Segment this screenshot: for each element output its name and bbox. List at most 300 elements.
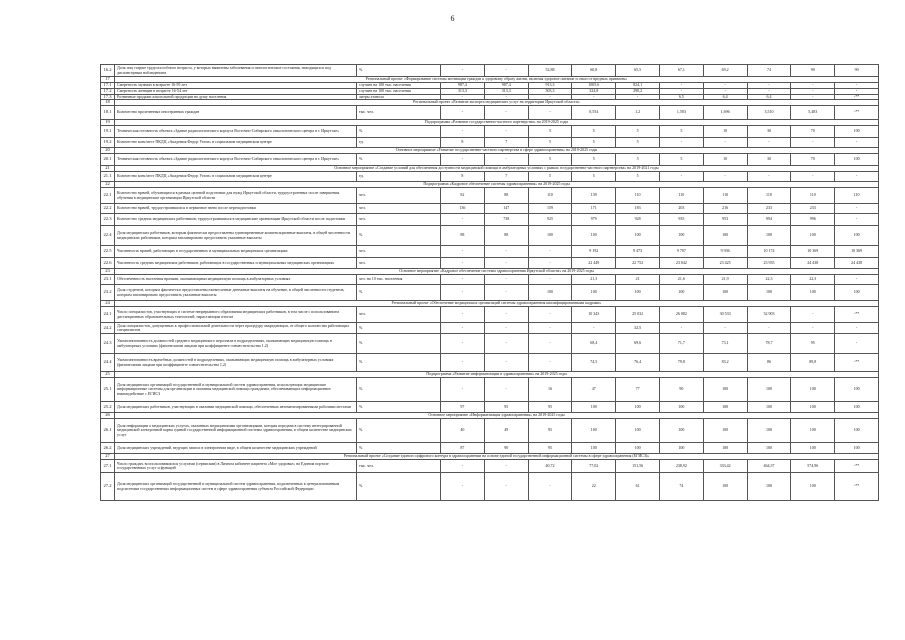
indicator-value: 290,2 — [616, 88, 660, 94]
indicator-value: 183 — [616, 204, 660, 214]
indicator-value: 100 — [616, 402, 660, 413]
indicator-value: - — [835, 275, 879, 285]
section-index: 25 — [101, 372, 115, 378]
indicator-value: 100 — [703, 285, 747, 301]
page-number: 6 — [450, 14, 455, 23]
indicator-value: 110 — [703, 188, 747, 204]
indicator-value: 100 — [616, 285, 660, 301]
indicator-name: Доля медицинских работников, которым фактически предоставлены единовременные компенсационные выплаты, в общей численности медицинских работников, которым запланировано предоставить указанные выплаты — [115, 226, 357, 246]
indicator-name: Смертность женщин в возрасте 16-54 лет — [115, 88, 357, 94]
indicator-value: 5 — [528, 172, 572, 182]
indicator-value: 110 — [659, 188, 703, 204]
indicator-value: 69,2 — [703, 65, 747, 77]
indicator-value: - — [659, 138, 703, 148]
indicator-index: 24.2 — [101, 323, 115, 334]
indicator-value: - — [572, 94, 616, 100]
indicator-value: 100 — [835, 226, 879, 246]
indicator-value: - — [484, 460, 528, 473]
indicator-value: 324,8 — [572, 88, 616, 94]
indicator-value: 16 — [528, 378, 572, 402]
indicator-value: 1,583 — [659, 106, 703, 120]
indicator-value: 30 — [747, 154, 791, 166]
indicator-value: 74 — [747, 65, 791, 77]
indicator-value: 100 — [791, 285, 835, 301]
indicator-value: - — [484, 285, 528, 301]
indicator-value: 82 — [441, 188, 485, 204]
indicator-name: Доля медицинских организаций государственной и муниципальной систем здравоохранения, использующих медицинские информационные системы для организации и оказания медицинской помощи гражданам, обеспечивающих информационное взаимодействие с ЕГИСЗ — [115, 378, 357, 402]
indicator-index: 22.4 — [101, 226, 115, 246]
indicator-name: Техническая готовность объекта «Здание радиологического корпуса Восточно-Сибирского онкологического центра в г. Иркутске» — [115, 154, 357, 166]
indicator-value: - — [835, 214, 879, 226]
indicator-index: 22.5 — [101, 246, 115, 258]
indicator-unit: тыс. чел. — [357, 460, 441, 473]
indicator-value: - — [484, 154, 528, 166]
indicator-value: 100 — [835, 285, 879, 301]
indicator-unit: случаев на 100 тыс. населения — [357, 88, 441, 94]
indicator-value: - — [835, 83, 879, 89]
indicator-value: - — [528, 354, 572, 372]
indicator-value: 1,2 — [616, 106, 660, 120]
indicator-value: - — [441, 106, 485, 120]
indicator-value: 5 — [528, 126, 572, 138]
indicator-value: 100 — [659, 419, 703, 443]
table-row — [101, 214, 879, 226]
indicator-value: 74,5 — [572, 354, 616, 372]
indicator-value: 5 — [616, 154, 660, 166]
indicator-name: Смертность мужчин в возрасте 16-59 лет — [115, 83, 357, 89]
indicator-value: 77 — [616, 378, 660, 402]
indicator-value: 22,3 — [791, 275, 835, 285]
indicator-value: 5 — [616, 138, 660, 148]
indicator-value: 824,1 — [616, 83, 660, 89]
indicator-value: 70 — [791, 154, 835, 166]
indicator-value: 100 — [572, 402, 616, 413]
indicator-value: 8 — [441, 172, 485, 182]
indicator-value: 49 — [484, 419, 528, 443]
indicator-value: 100 — [791, 226, 835, 246]
indicator-value: 21 — [616, 275, 660, 285]
indicator-value: 100 — [659, 402, 703, 413]
indicator-index: 26.2 — [101, 443, 115, 454]
section-index: 19 — [101, 120, 115, 126]
indicator-value: 5 — [659, 126, 703, 138]
indicator-index: 19.1 — [101, 126, 115, 138]
indicator-value: - — [835, 334, 879, 354]
indicator-value: 738 — [484, 214, 528, 226]
indicator-value: 22,3 — [747, 275, 791, 285]
indicator-name: Доля студентов, которым фактически предоставлены ежемесячные денежные выплаты на обучение, в общей численности студентов, которым запланировано предоставить указанные выплаты — [115, 285, 357, 301]
indicator-unit: % — [357, 402, 441, 413]
indicator-unit: % — [357, 323, 441, 334]
section-title: Региональный проект «Создание единого цифрового контура в здравоохранении на основе единой государственной информационной системы в сфере здравоохранения (ЕГИСЗ)» — [115, 454, 879, 460]
indicator-value: 21,3 — [572, 275, 616, 285]
indicator-value: - — [484, 354, 528, 372]
indicator-value: 60,8 — [572, 65, 616, 77]
indicator-value: - — [441, 214, 485, 226]
indicator-value: - — [835, 138, 879, 148]
indicator-value: 100 — [659, 226, 703, 246]
indicator-value: - — [484, 246, 528, 258]
indicator-name: Укомплектованность должностей среднего медицинского персонала в подразделениях, оказывающих медицинскую помощь в амбулаторных условиях (физическими лицами при коэффициенте совместительства 1,2) — [115, 334, 357, 354]
table-row — [101, 226, 879, 246]
indicator-value: 233 — [791, 204, 835, 214]
indicator-value: 67,1 — [659, 65, 703, 77]
section-index: 27 — [101, 454, 115, 460]
indicator-value: 994 — [747, 214, 791, 226]
table-row — [101, 378, 879, 402]
indicator-value: 100 — [703, 378, 747, 402]
indicator-value: 100 — [747, 378, 791, 402]
indicator-unit: случаев на 100 тыс. населения — [357, 83, 441, 89]
indicator-value: 139 — [572, 188, 616, 204]
indicator-value: 100 — [791, 402, 835, 413]
indicator-value: 5 — [572, 138, 616, 148]
indicator-value: - — [659, 323, 703, 334]
table-row — [101, 307, 879, 323]
indicator-name: Количество коек/мест ПКДЦ «Академия Федор Углов» в социальном медицинском центре — [115, 172, 357, 182]
indicator-name: Количество средних медицинских работников, трудоустроившихся в медицинские организации Иркутской области после подготовки — [115, 214, 357, 226]
indicator-value: 10 369 — [791, 246, 835, 258]
indicators-table-body — [101, 65, 879, 501]
indicator-unit: ед. — [357, 172, 441, 182]
indicator-value: 23 425 — [703, 258, 747, 269]
indicator-value: - — [528, 334, 572, 354]
indicator-value: 73,1 — [703, 334, 747, 354]
table-row — [101, 354, 879, 372]
indicator-value: 100 — [659, 443, 703, 454]
indicator-value: 3,510 — [747, 106, 791, 120]
section-index: 17 — [101, 77, 115, 83]
indicator-value: 100 — [572, 419, 616, 443]
table-row — [101, 154, 879, 166]
section-index: 23 — [101, 269, 115, 275]
indicator-value: 100 — [835, 443, 879, 454]
indicator-value: 40,72 — [528, 460, 572, 473]
indicator-name: Розничные продажи алкогольной продукции на душу населения — [115, 94, 357, 100]
indicator-value: 100 — [703, 419, 747, 443]
section-title: Подпрограмма «Развитие информатизации в здравоохранении» на 2019-2025 годы — [115, 372, 879, 378]
indicator-unit: чел. — [357, 204, 441, 214]
indicator-value: 136 — [441, 204, 485, 214]
indicator-value: 88 — [484, 188, 528, 204]
indicator-value: 100 — [791, 378, 835, 402]
indicator-value: - — [791, 172, 835, 182]
indicator-value: 100 — [528, 226, 572, 246]
indicator-value: - — [703, 172, 747, 182]
table-row — [101, 172, 879, 182]
indicator-value: -** — [835, 94, 879, 100]
indicator-value: - — [747, 88, 791, 94]
indicator-index: 22.3 — [101, 214, 115, 226]
indicator-value: - — [747, 172, 791, 182]
indicator-value: - — [791, 323, 835, 334]
indicator-value: 10 369 — [835, 246, 879, 258]
indicator-value: 233 — [747, 204, 791, 214]
indicator-index: 19.2 — [101, 138, 115, 148]
indicator-value: - — [528, 323, 572, 334]
indicator-value: 171 — [572, 204, 616, 214]
indicator-value: - — [528, 106, 572, 120]
indicator-value: - — [441, 323, 485, 334]
indicator-value: 69,6 — [616, 334, 660, 354]
table-row — [101, 323, 879, 334]
indicator-value: - — [441, 285, 485, 301]
indicator-name: Укомплектованность врачебных должностей в подразделениях, оказывающих медицинскую помощь в амбулаторных условиях (физическими лицами при коэффициенте совместительства 1,2) — [115, 354, 357, 372]
section-title: Подпрограмма «Кадровое обеспечение системы здравоохранения» на 2019-2025 годы — [115, 182, 879, 188]
indicator-value: - — [484, 307, 528, 323]
indicator-value: 100 — [747, 402, 791, 413]
indicators-table — [100, 64, 879, 501]
indicator-value: 5 — [659, 154, 703, 166]
indicator-value: -** — [835, 473, 879, 501]
indicator-value: - — [835, 323, 879, 334]
indicator-unit: % — [357, 443, 441, 454]
indicator-unit: чел. — [357, 188, 441, 204]
indicator-value: 95 — [528, 419, 572, 443]
indicator-value: 10 343 — [572, 307, 616, 323]
section-index: 26 — [101, 413, 115, 419]
indicator-value: 928 — [616, 214, 660, 226]
indicator-value: 21,9 — [703, 275, 747, 285]
indicator-name: Количество врачей, обучающихся в рамках целевой подготовки для нужд Иркутской области, трудоустроенных после завершения обучения в медицинские организации Иркутской области — [115, 188, 357, 204]
indicator-value: 151,56 — [616, 460, 660, 473]
table-row — [101, 204, 879, 214]
indicator-value: 5 — [572, 126, 616, 138]
indicator-value: -** — [835, 106, 879, 120]
indicator-index: 25.1 — [101, 378, 115, 402]
indicator-value: 996 — [791, 214, 835, 226]
indicator-value: 70 — [791, 126, 835, 138]
indicator-value: 100 — [791, 473, 835, 501]
indicator-value: 5 — [528, 138, 572, 148]
indicator-value: 23 935 — [747, 258, 791, 269]
indicator-value: 216 — [703, 204, 747, 214]
indicator-value: 30 — [747, 126, 791, 138]
indicator-value: - — [835, 204, 879, 214]
indicator-value: 10 — [703, 126, 747, 138]
indicator-value: 100 — [616, 226, 660, 246]
indicator-index: 24.3 — [101, 334, 115, 354]
indicator-value: 24 438 — [835, 258, 879, 269]
indicator-name: Численность врачей, работающих в государственных и муниципальных медицинских организациях — [115, 246, 357, 258]
indicator-value: 313,3 — [441, 88, 485, 94]
indicator-value: - — [572, 323, 616, 334]
indicator-unit: % — [357, 285, 441, 301]
indicator-name: Доля медицинских работников, участвующих в оказании медицинской помощи, обеспеченных автоматизированными рабочими местами — [115, 402, 357, 413]
indicator-value: 86 — [747, 354, 791, 372]
indicator-value: 22 449 — [572, 258, 616, 269]
section-title: Основное мероприятие «Кадровое обеспечение системы здравоохранения Иркутской области» на 2019-2025 годы — [115, 269, 879, 275]
indicator-value: 32,5 — [616, 323, 660, 334]
indicator-name: Число граждан, воспользовавшихся услугами (сервисами) в Личном кабинете пациента «Мое здоровье» на Едином портале государственных услуг и функций — [115, 460, 357, 473]
table-row — [101, 285, 879, 301]
indicator-value: 9 192 — [572, 246, 616, 258]
indicator-value: - — [441, 94, 485, 100]
indicator-value: 5 — [616, 126, 660, 138]
indicator-index: 23.2 — [101, 285, 115, 301]
indicator-value: - — [484, 258, 528, 269]
section-title: Региональный проект «Развитие экспорта медицинских услуг на территории Иркутской области» — [115, 100, 879, 106]
indicator-value: - — [747, 138, 791, 148]
indicator-value: - — [484, 378, 528, 402]
indicator-name: Доля медицинских организаций государственной и муниципальной систем здравоохранения, подключенных к централизованным подсистемам государственных информационных систем в сфере здравоохранения субъекта Российской Федерации — [115, 473, 357, 501]
indicator-value: 100 — [572, 226, 616, 246]
table-row — [101, 126, 879, 138]
indicator-value: 5 — [572, 172, 616, 182]
table-row — [101, 419, 879, 443]
indicator-unit: % — [357, 378, 441, 402]
indicator-value: 110 — [791, 188, 835, 204]
indicator-value: 88 — [484, 226, 528, 246]
indicator-value: - — [528, 246, 572, 258]
indicator-value: 25 032 — [616, 307, 660, 323]
indicator-value: - — [441, 354, 485, 372]
indicator-value: 97 — [441, 402, 485, 413]
indicator-value: 5,483 — [791, 106, 835, 120]
indicator-value: - — [484, 473, 528, 501]
section-index: 21 — [101, 166, 115, 172]
table-row — [101, 460, 879, 473]
indicator-value: 23 042 — [659, 258, 703, 269]
indicator-value: - — [528, 275, 572, 285]
indicator-index: 17.1 — [101, 83, 115, 89]
indicator-value: 100 — [659, 285, 703, 301]
indicator-value: 100 — [616, 443, 660, 454]
indicator-value: 71,7 — [659, 334, 703, 354]
indicator-value: - — [659, 83, 703, 89]
indicator-value: 77,02 — [572, 460, 616, 473]
section-title: Основное мероприятие «Развитие государственно-частного партнерства в сфере здравоохранения» на 2019-2025 годы — [115, 148, 879, 154]
indicator-value: 100 — [572, 285, 616, 301]
indicator-name: Доля медицинских учреждений, ведущих записи в электронном виде, в общем количестве медицинских учреждений — [115, 443, 357, 454]
indicator-value: 65,5 — [616, 65, 660, 77]
indicator-unit: % — [357, 419, 441, 443]
indicator-value: 979 — [572, 214, 616, 226]
indicator-value: - — [791, 94, 835, 100]
table-row — [101, 402, 879, 413]
table-row — [101, 473, 879, 501]
indicator-value: 8 — [441, 138, 485, 148]
indicator-value: 83,2 — [703, 354, 747, 372]
indicator-unit: ед. — [357, 138, 441, 148]
indicator-value: 238,92 — [659, 460, 703, 473]
indicator-value: 313,3 — [484, 88, 528, 94]
indicator-value: 7 — [484, 172, 528, 182]
indicator-value: 100 — [747, 473, 791, 501]
indicator-index: 16.2 — [101, 65, 115, 77]
indicator-value: - — [835, 88, 879, 94]
indicator-index: 27.2 — [101, 473, 115, 501]
indicator-value: - — [484, 126, 528, 138]
indicator-value: 90 — [835, 65, 879, 77]
indicator-value: - — [703, 138, 747, 148]
indicator-value: - — [484, 65, 528, 77]
indicator-index: 17.3 — [101, 94, 115, 100]
indicator-value: - — [484, 275, 528, 285]
indicator-value: - — [441, 126, 485, 138]
indicator-value: 95 — [484, 402, 528, 413]
indicator-value: 22 — [572, 473, 616, 501]
indicator-value: 100 — [703, 473, 747, 501]
indicator-value: 100 — [835, 402, 879, 413]
indicator-value: 100 — [835, 378, 879, 402]
indicator-index: 20.1 — [101, 154, 115, 166]
indicator-name: Число специалистов, участвующих в системе непрерывного образования медицинских работников, в том числе с использованием дистанционных образовательных технологий, нарастающим итогом — [115, 307, 357, 323]
indicator-value: 22 752 — [616, 258, 660, 269]
section-title: Региональный проект «Обеспечение медицинских организаций системы здравоохранения квалифицированными кадрами» — [115, 301, 879, 307]
indicator-value: - — [791, 307, 835, 323]
indicator-value: 159 — [528, 204, 572, 214]
indicator-value: - — [441, 246, 485, 258]
table-row — [101, 138, 879, 148]
indicator-value: 6,5 — [659, 94, 703, 100]
indicator-value: 1005,6 — [572, 83, 616, 89]
indicator-value: 987,4 — [441, 83, 485, 89]
indicator-index: 24.4 — [101, 354, 115, 372]
indicator-value: 953 — [703, 214, 747, 226]
indicator-value: - — [441, 378, 485, 402]
indicator-index: 17.2 — [101, 88, 115, 94]
indicator-name: Количество врачей, трудоустроившихся в первичное звено после переподготовки — [115, 204, 357, 214]
indicator-value: 89,8 — [791, 354, 835, 372]
indicator-value: 100 — [616, 419, 660, 443]
indicator-name: Доля лиц старше трудоспособного возраста, у которых выявлены заболевания и патологические состояния, находящихся под диспансерным наблюдением — [115, 65, 357, 77]
indicator-value: - — [791, 88, 835, 94]
indicator-value: 925 — [528, 214, 572, 226]
indicator-value: - — [441, 460, 485, 473]
indicator-value: 100 — [747, 419, 791, 443]
indicator-value: - — [528, 94, 572, 100]
section-title: Основное мероприятие «Информатизация здравоохранения» на 2019-2025 годы — [115, 413, 879, 419]
indicator-value: 935 — [659, 214, 703, 226]
indicator-name: Доля специалистов, допущенных к профессиональной деятельности через процедуру аккредитации, от общего количества работающих специалистов — [115, 323, 357, 334]
indicator-value: 74 — [659, 473, 703, 501]
indicator-index: 24.1 — [101, 307, 115, 323]
indicator-value: 100 — [791, 419, 835, 443]
indicator-value: 30 533 — [703, 307, 747, 323]
indicator-index: 22.6 — [101, 258, 115, 269]
indicator-unit: % — [357, 334, 441, 354]
indicator-value: - — [703, 323, 747, 334]
indicator-value: - — [528, 473, 572, 501]
indicator-value: 90 — [484, 443, 528, 454]
indicator-index: 22.2 — [101, 204, 115, 214]
table-row — [101, 334, 879, 354]
indicator-value: - — [528, 258, 572, 269]
indicator-value: - — [441, 307, 485, 323]
indicator-unit: чел. — [357, 307, 441, 323]
indicator-unit: чел. на 10 тыс. населения — [357, 275, 441, 285]
indicator-value: 987,4 — [484, 83, 528, 89]
indicator-value: 40 — [441, 419, 485, 443]
indicator-value: 47 — [572, 378, 616, 402]
indicator-value: 100 — [703, 226, 747, 246]
indicator-unit: % — [357, 126, 441, 138]
indicator-value: 61 — [616, 473, 660, 501]
indicator-value: 110 — [616, 188, 660, 204]
indicator-value: 464,37 — [747, 460, 791, 473]
indicator-value: 303,3 — [528, 88, 572, 94]
indicator-value: 90 — [791, 65, 835, 77]
indicator-value: 21,6 — [659, 275, 703, 285]
indicator-value: 147 — [484, 204, 528, 214]
indicators-table-sheet — [100, 64, 878, 501]
indicator-value: 10 — [703, 154, 747, 166]
indicator-value: 110 — [528, 188, 572, 204]
indicator-value: 203 — [659, 204, 703, 214]
indicator-value: - — [441, 154, 485, 166]
indicator-value: - — [747, 323, 791, 334]
